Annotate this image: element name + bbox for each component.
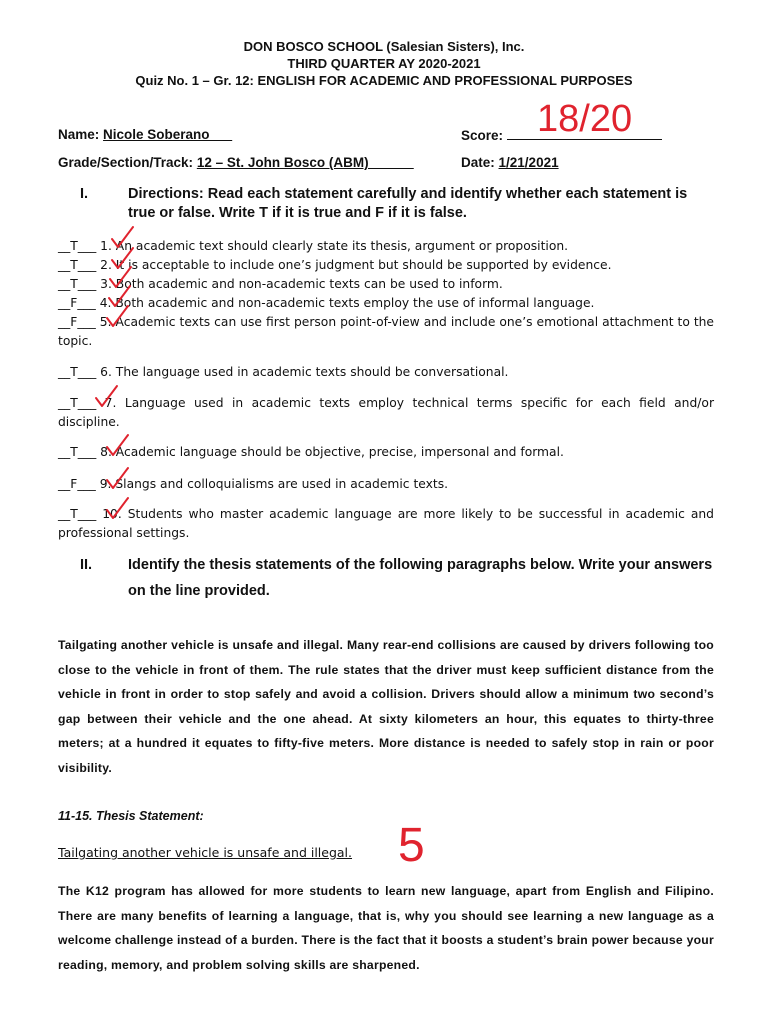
date-label: Date:	[461, 155, 495, 170]
name-row	[58, 127, 232, 142]
part1-numeral: I.	[80, 186, 89, 202]
part2-numeral: II.	[80, 557, 93, 573]
red-check-mark-icon	[104, 465, 130, 491]
quiz-title: Quiz No. 1 – Gr. 12: ENGLISH FOR ACADEMIC AND PROFESSIONAL PURPOSES	[135, 73, 633, 88]
question-item: __F___ 9. Slangs and colloquialisms are used in academic texts.	[58, 477, 449, 491]
grade-label: Grade/Section/Track:	[58, 155, 194, 170]
red-check-mark-icon	[93, 383, 119, 409]
quarter-title: THIRD QUARTER AY 2020-2021	[287, 56, 481, 71]
thesis-answer: Tailgating another vehicle is unsafe and illegal.	[58, 845, 353, 860]
question-item: __T___ 7. Language used in academic texts employ technical terms specific for each field and/or discipline.	[58, 396, 714, 429]
name-value: Nicole Soberano___	[103, 127, 233, 142]
red-check-mark-icon	[104, 495, 130, 521]
red-check-mark-icon	[104, 303, 130, 329]
part1-directions: Directions: Read each statement carefully and identify whether each statement is true or false. Write T if it is true and F if it is false.	[128, 186, 688, 221]
thesis-points-handwritten: 5	[398, 819, 425, 872]
question-item: __F___ 4. Both academic and non-academic texts employ the use of informal language.	[58, 296, 595, 310]
date-value: 1/21/2021	[498, 155, 559, 170]
name-label: Name:	[58, 127, 100, 142]
grade-row	[58, 155, 414, 170]
red-check-mark-icon	[104, 432, 130, 458]
question-item: __T___ 10. Students who master academic language are more likely to be successful in academic and professional settings.	[58, 507, 714, 540]
grade-value: 12 – St. John Bosco (ABM)______	[196, 155, 414, 170]
question-item: __F___ 5. Academic texts can use first person point-of-view and include one’s emotional attachment to the topic.	[58, 315, 714, 348]
thesis-label: 11-15. Thesis Statement:	[58, 809, 204, 823]
paragraph-2: The K12 program has allowed for more students to learn new language, apart from English and Filipino. There are many benefits of learning a language, that is, why you should see learning a new language as a welcome challenge instead of a burden. There is the fact that it boosts a student’s brain power because your reading, memory, and problem solving skills are sharpened.	[58, 884, 714, 972]
score-label: Score:	[461, 128, 504, 143]
school-name: DON BOSCO SCHOOL (Salesian Sisters), Inc.	[243, 39, 525, 54]
question-item: __T___ 3. Both academic and non-academic texts can be used to inform.	[58, 277, 503, 291]
question-item: __T___ 6. The language used in academic texts should be conversational.	[58, 365, 509, 379]
question-item: __T___ 8. Academic language should be objective, precise, impersonal and formal.	[58, 445, 564, 459]
question-item: __T___ 1. An academic text should clearly state its thesis, argument or proposition.	[58, 239, 569, 253]
score-handwritten: 18/20	[537, 98, 633, 140]
paragraph-1: Tailgating another vehicle is unsafe and illegal. Many rear-end collisions are caused by drivers following too close to the vehicle in front of them. The rule states that the driver must keep sufficient distance from the vehicle in front in order to stop safely and avoid a collision. Drivers should allow a minimum two second’s gap between their vehicle and the one ahead. At sixty kilometers an hour, this equates to thirty-three meters; at a hundred it equates to fifty-five meters. More distance is needed to safely stop in rain or poor visibility.	[58, 638, 714, 775]
question-item: __T___ 2. It is acceptable to include one’s judgment but should be supported by evidence.	[58, 258, 612, 272]
part2-directions: Identify the thesis statements of the following paragraphs below. Write your answers on the line provided.	[128, 557, 713, 599]
date-row	[461, 155, 559, 170]
